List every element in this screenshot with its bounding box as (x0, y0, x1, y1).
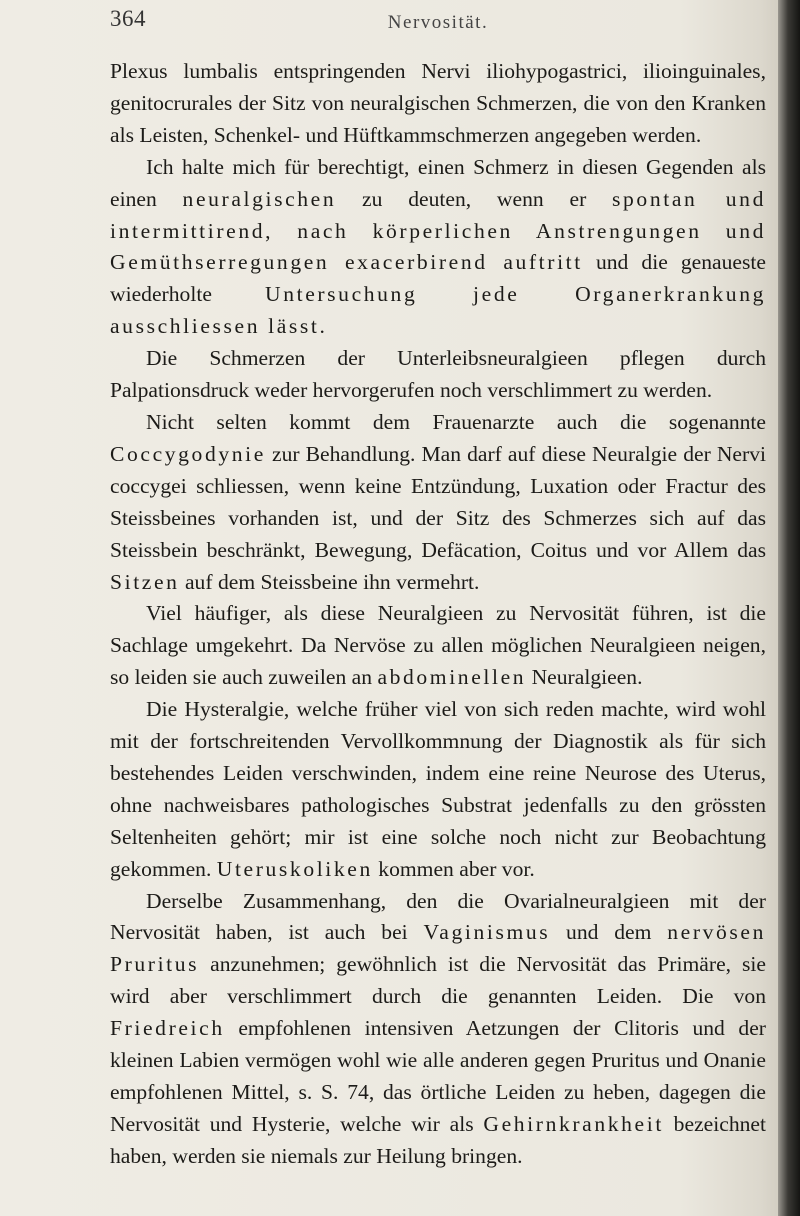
paragraph (110, 152, 766, 343)
emphasized-text: Friedreich (110, 1016, 225, 1041)
text-run: Nicht selten kommt dem Frauenarzte auch die sogenannte (146, 409, 766, 434)
emphasized-text: Untersuchung jede Organerkrankung ausschliessen lässt. (110, 282, 766, 339)
emphasized-text: Sitzen (110, 569, 180, 594)
emphasized-text: neuralgischen (182, 186, 337, 211)
text-run: Neuralgieen. (526, 665, 643, 690)
text-run: Plexus lumbalis entspringenden Nervi iliohypogastrici, ilioinguinales, genitocrurales der Sitz von neuralgischen Schmerzen, die von den Kranken als Leisten, Schenkel- und Hüftkammschmerzen angegeben werden. (110, 59, 766, 147)
page-header (110, 6, 766, 42)
text-run: auf dem Steissbeine ihn vermehrt. (179, 569, 480, 594)
paragraph (110, 56, 766, 152)
paragraph (110, 598, 766, 694)
text-run: und dem (550, 920, 668, 945)
emphasized-text: Gehirnkrankheit (483, 1111, 664, 1136)
emphasized-text: Coccygodynie (110, 441, 266, 466)
emphasized-text: spontan und intermittirend, nach körperlichen Anstrengungen und Gemüthserregungen exacerbirend auftritt (110, 186, 766, 275)
text-run: Die Hysteralgie, welche früher viel von sich reden machte, wird wohl mit der fortschreitenden Vervollkommnung der Diagnostik als für sich bestehendes Leiden verschwinden, indem eine reine Neurose des Uterus, ohne nachweisbares pathologisches Substrat jedenfalls zu den grössten Seltenheiten gehört; mir ist eine solche noch nicht zur Beobachtung gekommen. (110, 697, 766, 881)
emphasized-text: Uteruskoliken (216, 856, 373, 881)
emphasized-text: abdominellen (377, 665, 527, 690)
paragraph (110, 886, 766, 1173)
running-title: Nervosität. (387, 12, 489, 33)
text-run: Derselbe Zusammenhang, den die Ovarialneuralgieen mit der Nervosität haben, ist auch bei (110, 888, 766, 945)
text-run: Viel häufiger, als diese Neuralgieen zu Nervosität führen, ist die Sachlage umgekehrt. Da Nervöse zu allen möglichen Neuralgieen neigen, so leiden sie auch zuweilen an (110, 601, 766, 690)
text-run: Die Schmerzen der Unterleibsneuralgieen pflegen durch Palpationsdruck weder hervorgerufen noch verschlimmert zu werden. (110, 346, 766, 403)
text-run: und die genaueste wiederholte (110, 250, 766, 307)
text-run: empfohlenen intensiven Aetzungen der Clitoris und der kleinen Labien vermögen wohl wie alle anderen gegen Pruritus und Onanie empfohlenen Mittel, s. S. 74, das örtliche Leiden zu heben, dagegen die Nervosität und Hysterie, welche wir als (110, 1016, 766, 1136)
text-run: kommen aber vor. (372, 856, 535, 881)
text-run: bezeichnet haben, werden sie niemals zur Heilung bringen. (110, 1111, 766, 1168)
page-number: 364 (110, 6, 146, 31)
text-run: zur Behandlung. Man darf auf diese Neuralgie der Nervi coccygei schliessen, wenn keine Entzündung, Luxation oder Fractur des Steissbeines vorhanden ist, und der Sitz des Schmerzes sich auf das Steissbein beschränkt, Bewegung, Defäcation, Coitus und vor Allem das (110, 441, 766, 562)
text-run: anzunehmen; gewöhnlich ist die Nervosität das Primäre, sie wird aber verschlimmert durch die genannten Leiden. Die von (110, 952, 766, 1009)
page-edge-shadow (778, 0, 800, 1216)
emphasized-text: nervösen Pruritus (110, 920, 766, 977)
text-run: zu deuten, wenn er (336, 186, 613, 211)
text-run: Ich halte mich für berechtigt, einen Schmerz in diesen Gegenden als einen (110, 154, 766, 211)
body-text (110, 56, 766, 1173)
paragraph (110, 407, 766, 598)
emphasized-text: Vaginismus (423, 920, 551, 945)
paragraph (110, 694, 766, 885)
paragraph (110, 343, 766, 407)
